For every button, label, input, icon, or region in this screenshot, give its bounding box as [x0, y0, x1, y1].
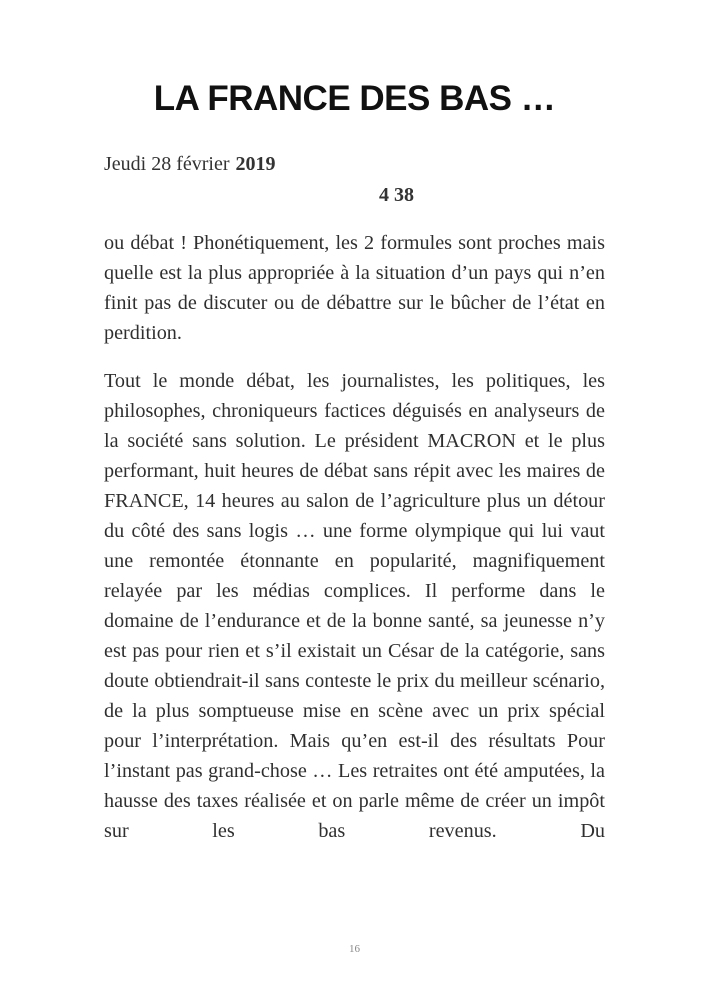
date-text: Jeudi 28 février — [104, 153, 230, 175]
dateline — [104, 153, 276, 176]
page-title: LA FRANCE DES BAS … — [153, 79, 556, 118]
time-stamp: 4 38 — [379, 184, 414, 206]
paragraph-2: Tout le monde débat, les journalistes, les politiques, les philosophes, chroniqueurs factices déguisés en analyseurs de la société sans solution. Le président MACRON et le plus performant, huit heures de débat sans répit avec les maires de FRANCE, 14 heures au salon de l’agriculture plus un détour du côté des sans logis … une forme olympique qui lui vaut une remontée étonnante en popularité, magnifiquement relayée par les médias complices. Il performe dans le domaine de l’endurance et de la bonne santé, sa jeunesse n’y est pas pour rien et s’il existait un César de la catégorie, sans doute obtiendrait-il sans conteste le prix du meilleur scénario, de la plus somptueuse mise en scène avec un prix spécial pour l’interprétation. Mais qu’en est-il des résultats Pour l’instant pas grand-chose … Les retraites ont été amputées, la hausse des taxes réalisée et on parle même de créer un impôt sur les bas revenus. Du — [104, 370, 605, 842]
paragraph-1: ou débat ! Phonétiquement, les 2 formules sont proches mais quelle est la plus appropriée à la situation d’un pays qui n’en finit pas de discuter ou de débattre sur le bûcher de l’état en perdition. — [104, 232, 605, 344]
page-number: 16 — [349, 943, 360, 955]
date-year: 2019 — [235, 153, 276, 175]
